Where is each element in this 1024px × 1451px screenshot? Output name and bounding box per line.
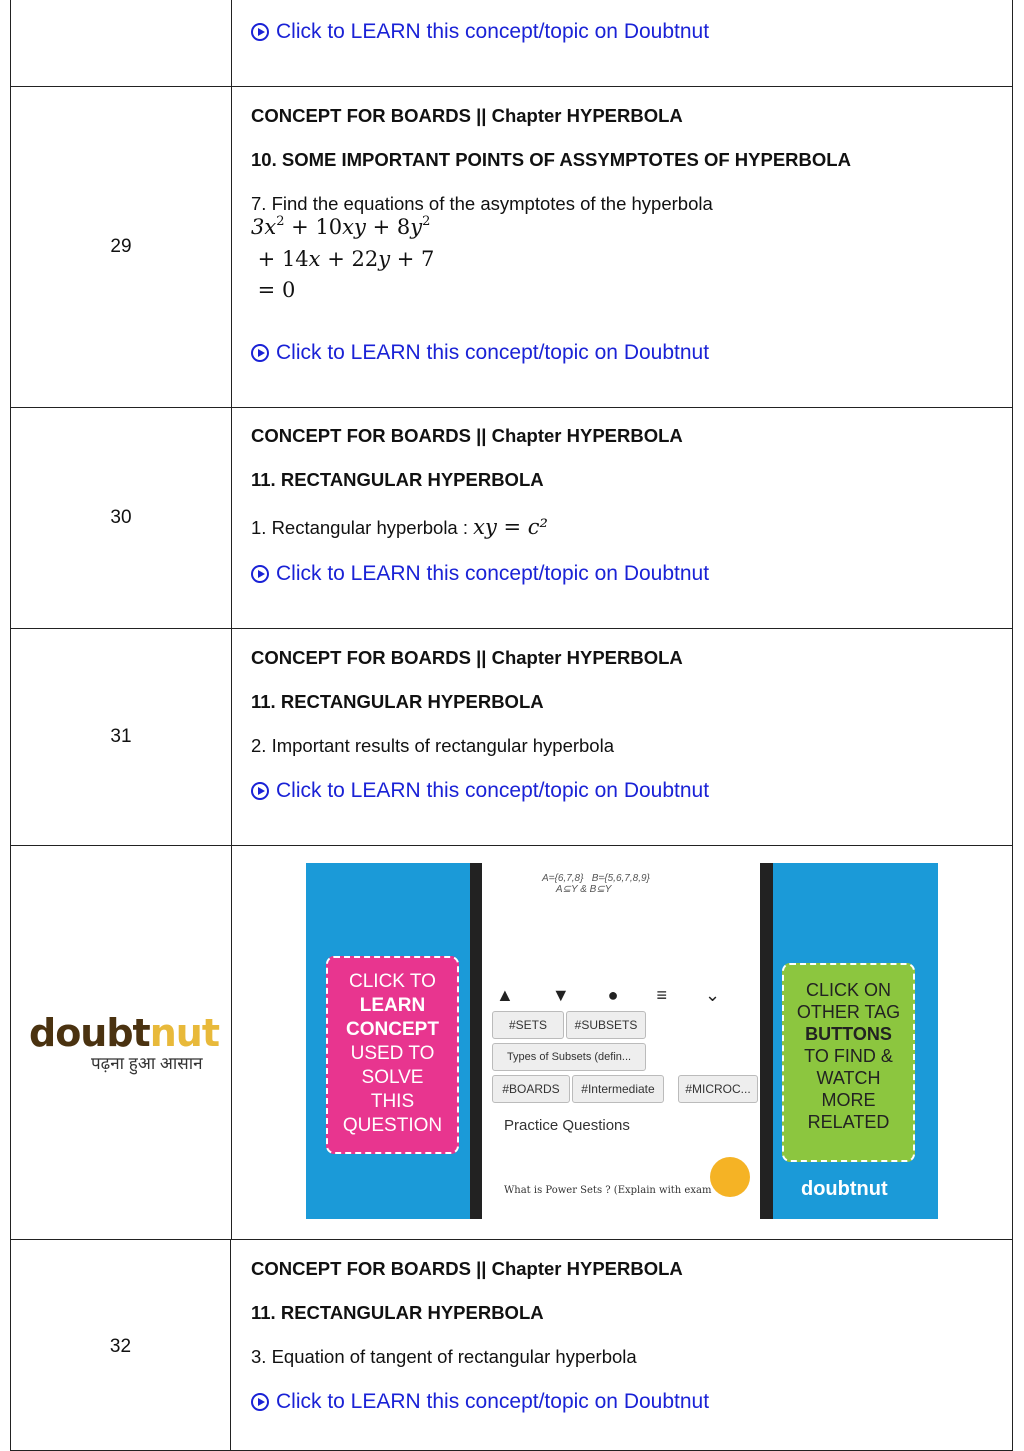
table-row (10, 0, 1013, 87)
table-row (10, 1240, 1013, 1451)
doubtnut-logo: doubtnut पढ़ना हुआ आसान (29, 1011, 220, 1073)
tag-chip: Types of Subsets (defin... (492, 1043, 646, 1071)
topic-heading: 11. RECTANGULAR HYPERBOLA (251, 469, 544, 490)
doubtnut-brand: doubtnut (801, 1178, 888, 1200)
concept-heading: CONCEPT FOR BOARDS || Chapter HYPERBOLA (251, 647, 683, 668)
action-icons: ▲▼●≡⌄ (496, 985, 759, 1005)
row-number-cell (11, 0, 232, 86)
learn-concept-callout: CLICK TO LEARN CONCEPT USED TO SOLVE THIS QUESTION (326, 956, 459, 1154)
tag-chip: #Intermediate (572, 1075, 664, 1103)
phone-mockup (470, 863, 773, 1219)
table-row (10, 86, 1013, 408)
row-number: 29 (11, 87, 232, 407)
tag-buttons-callout: CLICK ON OTHER TAG BUTTONS TO FIND & WATCH MORE RELATED (782, 963, 915, 1162)
concept-heading: CONCEPT FOR BOARDS || Chapter HYPERBOLA (251, 1258, 683, 1279)
tag-chip: #SUBSETS (566, 1011, 646, 1039)
doubtnut-ad-banner[interactable] (306, 863, 938, 1219)
learn-link[interactable]: Click to LEARN this concept/topic on Doubtnut (251, 562, 709, 586)
concept-heading: CONCEPT FOR BOARDS || Chapter HYPERBOLA (251, 105, 683, 126)
learn-link[interactable]: Click to LEARN this concept/topic on Doubtnut (251, 1390, 709, 1414)
learn-link[interactable]: Click to LEARN this concept/topic on Doubtnut (251, 779, 709, 803)
row-number: 31 (11, 629, 232, 845)
tag-chip: #MICROC... (678, 1075, 758, 1103)
play-circle-icon (251, 1393, 269, 1411)
learn-link[interactable]: Click to LEARN this concept/topic on Doubtnut (251, 20, 709, 44)
table-row (10, 629, 1013, 846)
table-row (10, 407, 1013, 629)
question-text: 7. Find the equations of the asymptotes of the hyperbola (251, 193, 713, 214)
handwritten-notes: A={6,7,8} B={5,6,7,8,9} A⊆Y & B⊆Y (542, 873, 650, 895)
question-text: 3. Equation of tangent of rectangular hyperbola (251, 1346, 637, 1367)
table-row (10, 846, 1013, 1240)
practice-question: What is Power Sets ? (Explain with exam (504, 1185, 712, 1196)
learn-link[interactable]: Click to LEARN this concept/topic on Doubtnut (251, 341, 709, 365)
row-number: 30 (11, 407, 232, 628)
topic-heading: 11. RECTANGULAR HYPERBOLA (251, 1302, 544, 1323)
topic-heading: 10. SOME IMPORTANT POINTS OF ASSYMPTOTES OF HYPERBOLA (251, 149, 851, 170)
camera-icon (710, 1157, 750, 1197)
play-circle-icon (251, 782, 269, 800)
question-math: xy = c² (473, 515, 548, 539)
question-text: 2. Important results of rectangular hyperbola (251, 735, 614, 756)
equation-line-1: $3x^2 + 10xy + 8y^2$ (251, 214, 431, 239)
row-number: 32 (11, 1240, 231, 1450)
topic-heading: 11. RECTANGULAR HYPERBOLA (251, 691, 544, 712)
phone-screen (482, 863, 760, 1219)
play-circle-icon (251, 344, 269, 362)
practice-heading: Practice Questions (504, 1117, 630, 1134)
question-text: 1. Rectangular hyperbola : xy = c² (251, 515, 548, 539)
logo-cell (11, 846, 232, 1239)
tag-chip: #BOARDS (492, 1075, 570, 1103)
equation-line-2: + 14x + 22y + 7 (251, 247, 435, 271)
concept-heading: CONCEPT FOR BOARDS || Chapter HYPERBOLA (251, 425, 683, 446)
tag-chip: #SETS (492, 1011, 564, 1039)
equation-line-3: = 0 (251, 278, 296, 302)
logo-tagline: पढ़ना हुआ आसान (91, 1054, 203, 1073)
play-circle-icon (251, 23, 269, 41)
play-circle-icon (251, 565, 269, 583)
